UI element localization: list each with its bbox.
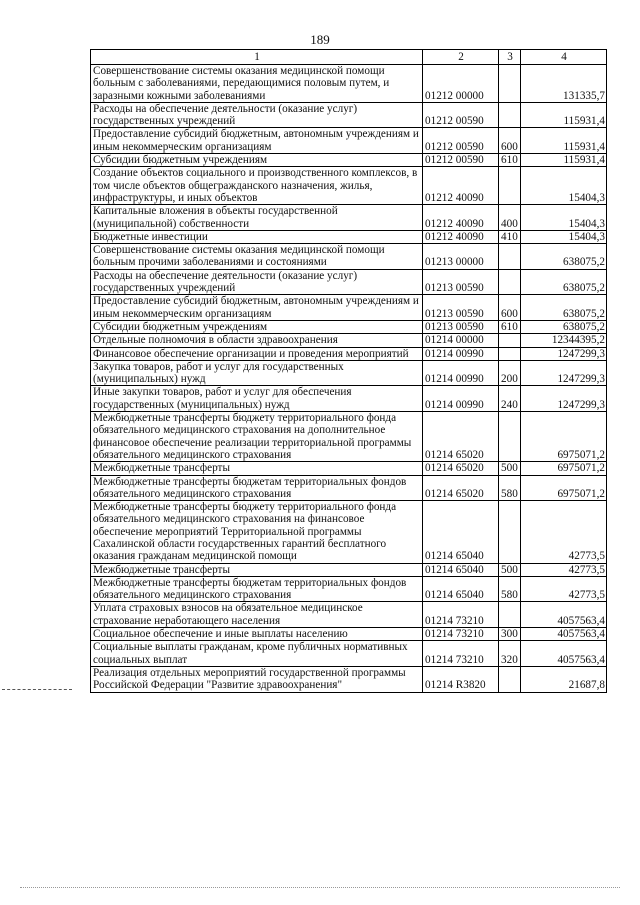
row-amount-cell: 6975071,2 [521, 462, 607, 475]
budget-table [90, 49, 607, 693]
row-code-cell: 01213 00000 [423, 244, 499, 270]
row-expense-type-cell: 400 [499, 205, 521, 231]
row-expense-type-cell: 610 [499, 320, 521, 333]
row-code-cell: 01213 00590 [423, 320, 499, 333]
row-code-cell: 01214 65020 [423, 412, 499, 462]
row-code-cell: 01214 73210 [423, 628, 499, 641]
table-row [91, 320, 607, 333]
row-amount-cell: 1247299,3 [521, 386, 607, 412]
table-row [91, 334, 607, 347]
row-name-cell: Межбюджетные трансферты бюджету территориального фонда обязательного медицинского страхования на финансовое обеспечение мероприятий Территориальной программы Сахалинской области государственных гарантий бесплатного оказания гражданам медицинской помощи [91, 501, 423, 563]
row-code-cell: 01214 65040 [423, 501, 499, 563]
row-name-cell: Закупка товаров, работ и услуг для государственных (муниципальных) нужд [91, 360, 423, 386]
row-amount-cell: 6975071,2 [521, 412, 607, 462]
row-code-cell: 01214 65020 [423, 462, 499, 475]
table-row [91, 102, 607, 128]
table-row [91, 641, 607, 667]
row-name-cell: Бюджетные инвестиции [91, 230, 423, 243]
row-name-cell: Межбюджетные трансферты бюджетам территориальных фондов обязательного медицинского страхования [91, 576, 423, 602]
row-name-cell: Уплата страховых взносов на обязательное медицинское страхование неработающего населения [91, 602, 423, 628]
row-code-cell: 01214 00990 [423, 386, 499, 412]
row-amount-cell: 4057563,4 [521, 641, 607, 667]
row-expense-type-cell: 410 [499, 230, 521, 243]
row-amount-cell: 131335,7 [521, 65, 607, 103]
row-name-cell: Расходы на обеспечение деятельности (оказание услуг) государственных учреждений [91, 269, 423, 295]
table-row [91, 65, 607, 103]
row-name-cell: Межбюджетные трансферты [91, 462, 423, 475]
row-expense-type-cell: 300 [499, 628, 521, 641]
row-name-cell: Межбюджетные трансферты [91, 563, 423, 576]
row-expense-type-cell [499, 102, 521, 128]
scan-margin-mark [2, 689, 72, 690]
row-amount-cell: 638075,2 [521, 320, 607, 333]
row-name-cell: Совершенствование системы оказания медицинской помощи больным прочими заболеваниями и состояниями [91, 244, 423, 270]
row-amount-cell: 1247299,3 [521, 347, 607, 360]
table-row [91, 205, 607, 231]
table-row [91, 412, 607, 462]
row-code-cell: 01212 40090 [423, 205, 499, 231]
row-name-cell: Межбюджетные трансферты бюджетам территориальных фондов обязательного медицинского страхования [91, 475, 423, 501]
table-row [91, 501, 607, 563]
header-col-1: 1 [91, 50, 423, 65]
row-code-cell: 01214 00000 [423, 334, 499, 347]
table-row [91, 628, 607, 641]
row-code-cell: 01212 00590 [423, 102, 499, 128]
row-amount-cell: 15404,3 [521, 167, 607, 205]
row-name-cell: Капитальные вложения в объекты государственной (муниципальной) собственности [91, 205, 423, 231]
row-amount-cell: 6975071,2 [521, 475, 607, 501]
row-code-cell: 01214 R3820 [423, 666, 499, 692]
row-amount-cell: 638075,2 [521, 295, 607, 321]
row-expense-type-cell [499, 501, 521, 563]
row-amount-cell: 15404,3 [521, 205, 607, 231]
header-col-4: 4 [521, 50, 607, 65]
table-row [91, 666, 607, 692]
row-expense-type-cell: 600 [499, 128, 521, 154]
row-code-cell: 01214 00990 [423, 347, 499, 360]
row-name-cell: Предоставление субсидий бюджетным, автономным учреждениям и иным некоммерческим организациям [91, 295, 423, 321]
table-row [91, 462, 607, 475]
row-name-cell: Субсидии бюджетным учреждениям [91, 320, 423, 333]
row-expense-type-cell [499, 334, 521, 347]
row-expense-type-cell: 200 [499, 360, 521, 386]
row-amount-cell: 15404,3 [521, 230, 607, 243]
row-code-cell: 01214 65040 [423, 563, 499, 576]
row-amount-cell: 4057563,4 [521, 602, 607, 628]
row-amount-cell: 42773,5 [521, 576, 607, 602]
row-expense-type-cell [499, 666, 521, 692]
row-name-cell: Межбюджетные трансферты бюджету территориального фонда обязательного медицинского страхования на дополнительное финансовое обеспечение реализации территориальной программы обязательного медицинского страхования [91, 412, 423, 462]
header-col-2: 2 [423, 50, 499, 65]
row-expense-type-cell: 500 [499, 563, 521, 576]
row-name-cell: Субсидии бюджетным учреждениям [91, 154, 423, 167]
table-row [91, 386, 607, 412]
table-row [91, 167, 607, 205]
row-amount-cell: 4057563,4 [521, 628, 607, 641]
row-name-cell: Отдельные полномочия в области здравоохранения [91, 334, 423, 347]
row-code-cell: 01212 40090 [423, 230, 499, 243]
row-expense-type-cell: 600 [499, 295, 521, 321]
row-code-cell: 01214 65020 [423, 475, 499, 501]
scan-bottom-noise [20, 887, 620, 888]
table-row [91, 563, 607, 576]
table-body [91, 65, 607, 693]
row-name-cell: Предоставление субсидий бюджетным, автономным учреждениям и иным некоммерческим организациям [91, 128, 423, 154]
row-amount-cell: 42773,5 [521, 563, 607, 576]
row-expense-type-cell [499, 347, 521, 360]
row-name-cell: Социальные выплаты гражданам, кроме публичных нормативных социальных выплат [91, 641, 423, 667]
table-row [91, 347, 607, 360]
row-amount-cell: 1247299,3 [521, 360, 607, 386]
row-expense-type-cell: 500 [499, 462, 521, 475]
row-amount-cell: 638075,2 [521, 269, 607, 295]
row-code-cell: 01214 73210 [423, 602, 499, 628]
table-row [91, 576, 607, 602]
row-name-cell: Иные закупки товаров, работ и услуг для обеспечения государственных (муниципальных) нужд [91, 386, 423, 412]
header-col-3: 3 [499, 50, 521, 65]
row-expense-type-cell [499, 602, 521, 628]
row-code-cell: 01212 00000 [423, 65, 499, 103]
row-amount-cell: 115931,4 [521, 102, 607, 128]
row-amount-cell: 115931,4 [521, 128, 607, 154]
table-row [91, 154, 607, 167]
table-row [91, 128, 607, 154]
row-amount-cell: 21687,8 [521, 666, 607, 692]
row-name-cell: Создание объектов социального и производственного комплексов, в том числе объектов общегражданского назначения, жилья, инфраструктуры, и иных объектов [91, 167, 423, 205]
row-expense-type-cell [499, 65, 521, 103]
row-name-cell: Финансовое обеспечение организации и проведения мероприятий [91, 347, 423, 360]
row-code-cell: 01212 40090 [423, 167, 499, 205]
row-name-cell: Расходы на обеспечение деятельности (оказание услуг) государственных учреждений [91, 102, 423, 128]
row-expense-type-cell: 580 [499, 475, 521, 501]
row-name-cell: Реализация отдельных мероприятий государственной программы Российской Федерации "Развитие здравоохранения" [91, 666, 423, 692]
table-row [91, 360, 607, 386]
row-expense-type-cell: 580 [499, 576, 521, 602]
row-expense-type-cell [499, 244, 521, 270]
row-code-cell: 01213 00590 [423, 295, 499, 321]
row-amount-cell: 42773,5 [521, 501, 607, 563]
row-expense-type-cell [499, 412, 521, 462]
row-code-cell: 01213 00590 [423, 269, 499, 295]
row-name-cell: Совершенствование системы оказания медицинской помощи больным с заболеваниями, передающимися половым путем, и заразными кожными заболеваниями [91, 65, 423, 103]
table-header-row [91, 50, 607, 65]
table-row [91, 475, 607, 501]
row-amount-cell: 12344395,2 [521, 334, 607, 347]
row-expense-type-cell [499, 269, 521, 295]
row-code-cell: 01214 65040 [423, 576, 499, 602]
row-code-cell: 01212 00590 [423, 128, 499, 154]
row-code-cell: 01212 00590 [423, 154, 499, 167]
table-row [91, 269, 607, 295]
row-code-cell: 01214 00990 [423, 360, 499, 386]
row-expense-type-cell: 320 [499, 641, 521, 667]
row-amount-cell: 638075,2 [521, 244, 607, 270]
row-amount-cell: 115931,4 [521, 154, 607, 167]
row-name-cell: Социальное обеспечение и иные выплаты населению [91, 628, 423, 641]
table-row [91, 295, 607, 321]
row-expense-type-cell: 610 [499, 154, 521, 167]
page-number: 189 [310, 32, 330, 47]
table-row [91, 230, 607, 243]
row-expense-type-cell [499, 167, 521, 205]
table-row [91, 244, 607, 270]
table-row [91, 602, 607, 628]
row-expense-type-cell: 240 [499, 386, 521, 412]
row-code-cell: 01214 73210 [423, 641, 499, 667]
